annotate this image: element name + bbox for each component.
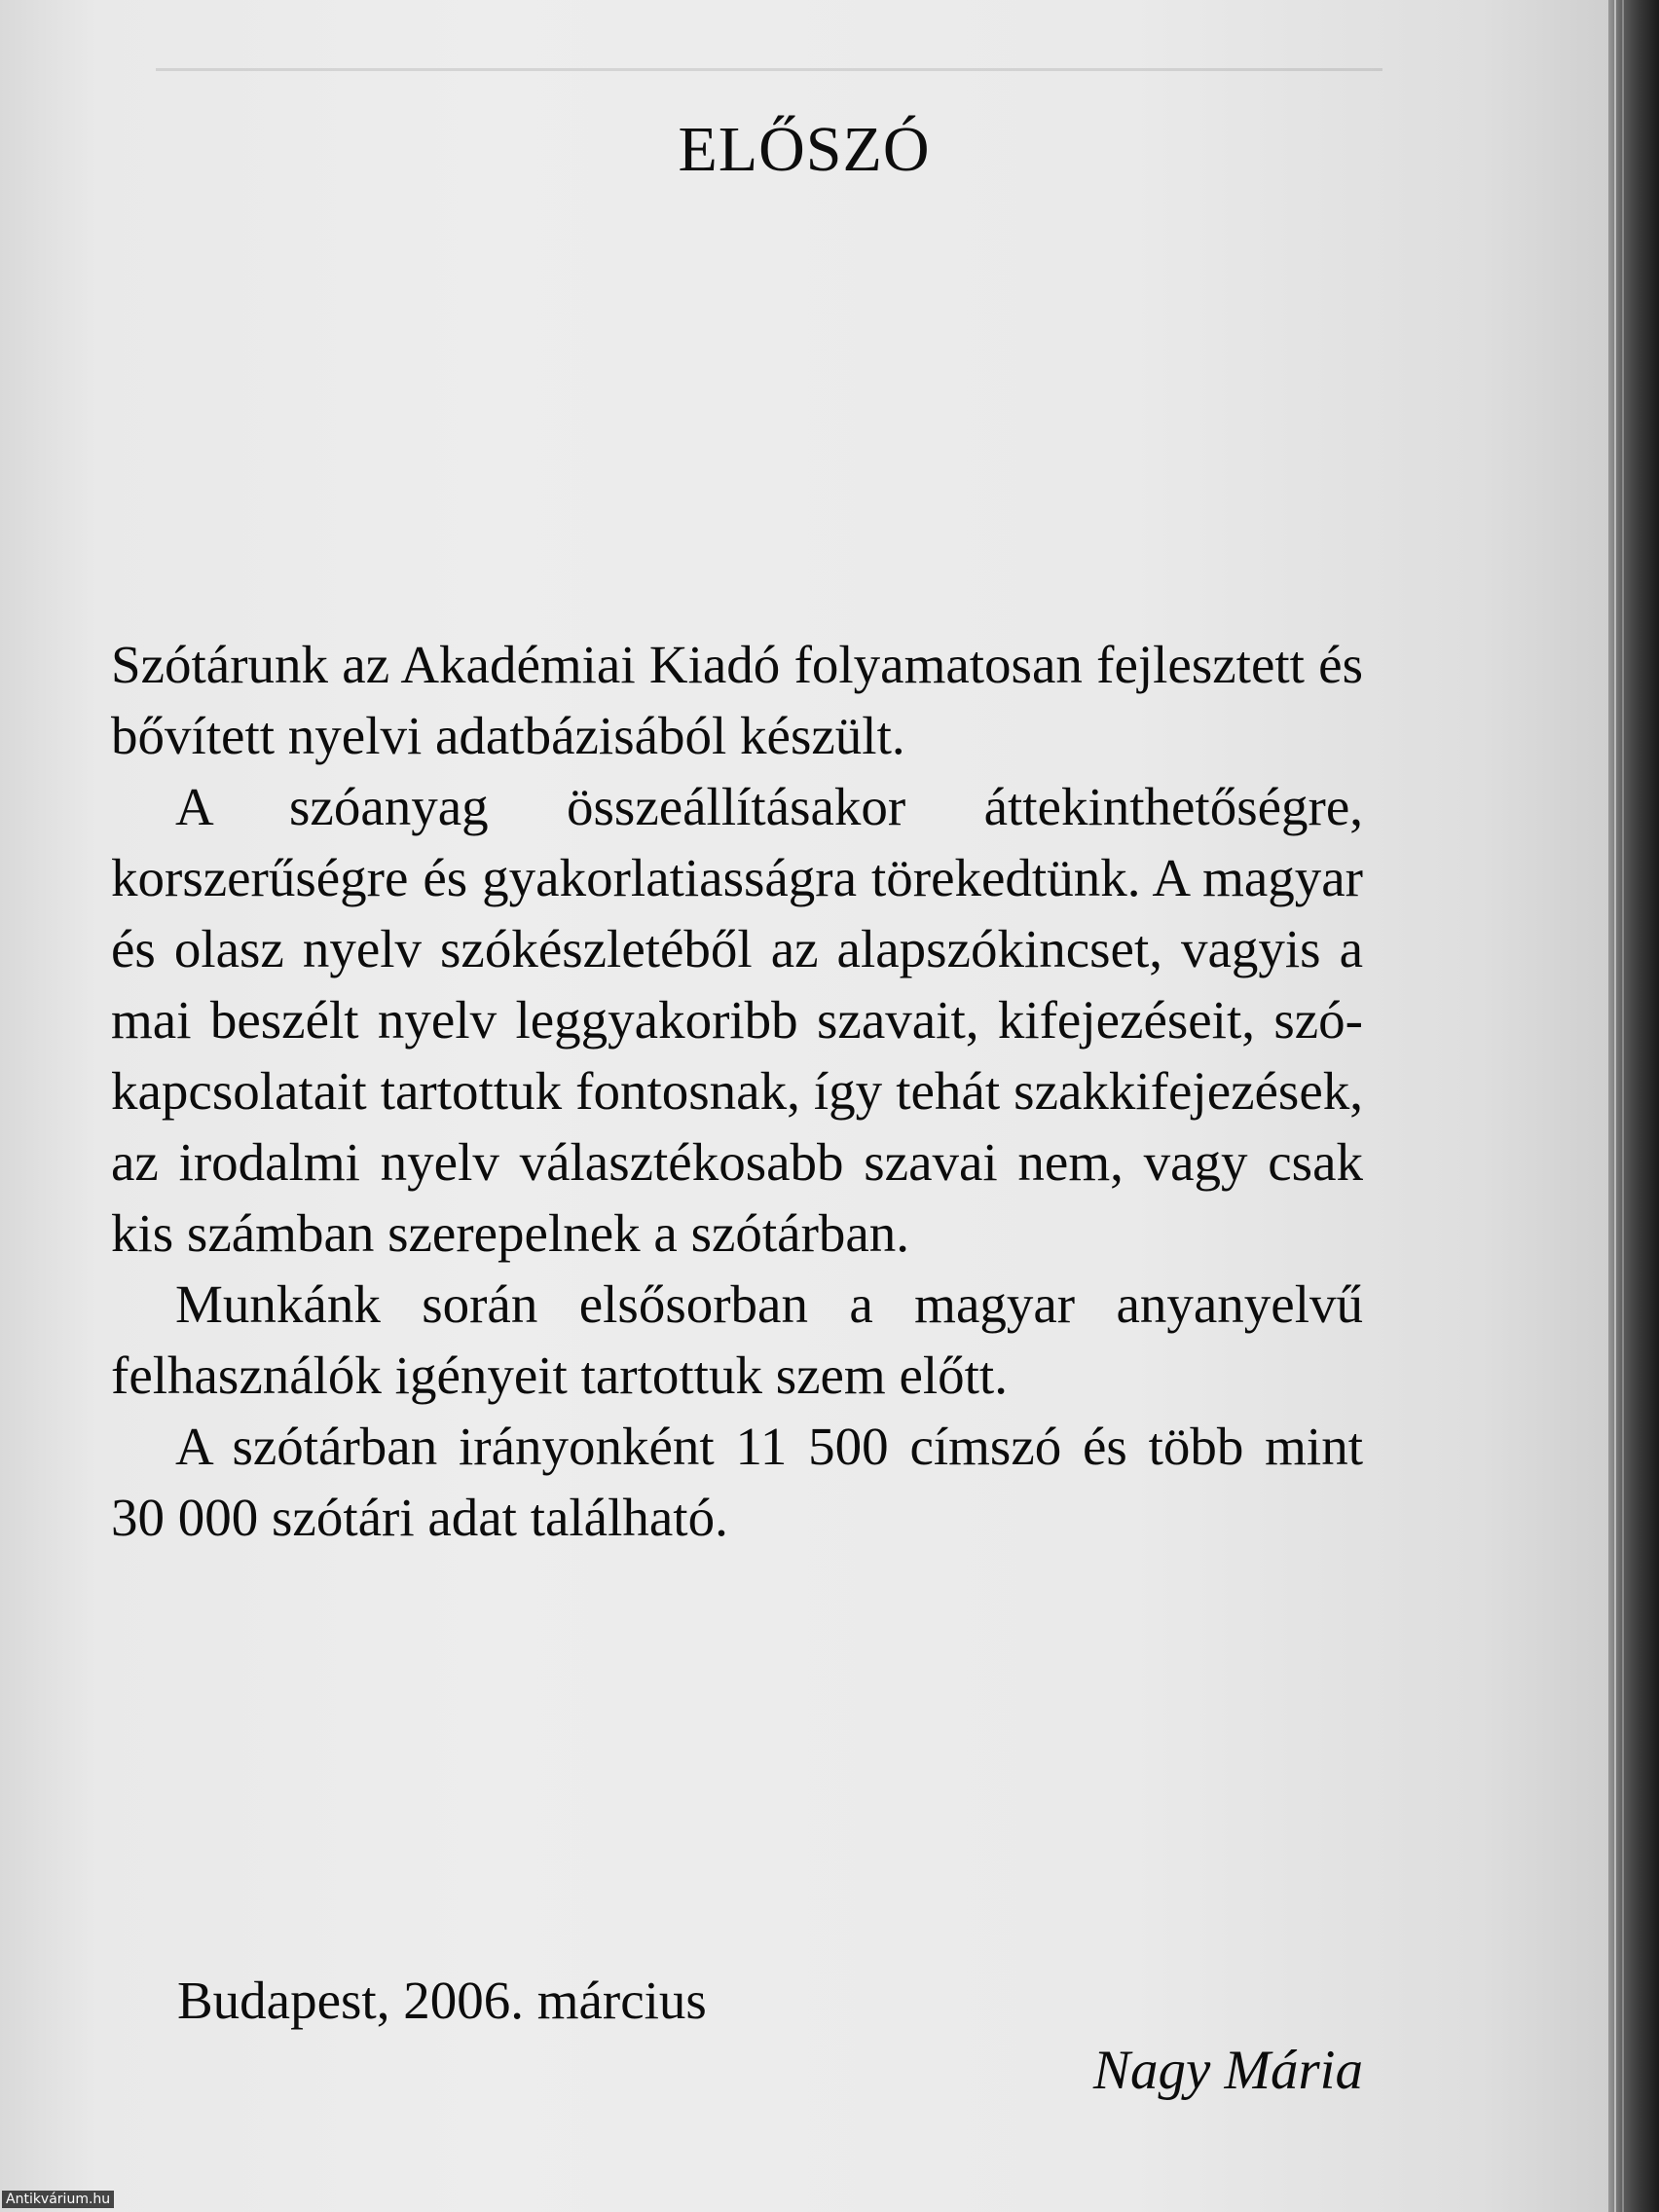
- show-through-rule: [156, 68, 1382, 71]
- paragraph-2: A szóanyag összeállításakor áttekinthetőségre, korszerűségre és gyakorlatiasságra törekedtünk. A magyar és olasz nyelv szókészletéből az alapszókincset, vagyis a mai beszélt nyelv leggyakoribb szavait, kifejezéseit, szókapcsolatait tartottuk fontosnak, így tehát szakkifejezések, az irodalmi nyelv választékosabb szavai nem, vagy csak kis számban szerepelnek a szótárban.: [111, 777, 1363, 1263]
- place-and-date: Budapest, 2006. március: [177, 1971, 707, 2030]
- page-edge-line: [1622, 0, 1624, 2212]
- preface-body: [111, 629, 1363, 1553]
- paragraph-3: Munkánk során elsősorban a magyar anyanyelvű felhasználók igényeit tartottuk szem előtt.: [111, 1274, 1363, 1405]
- author-signature: Nagy Mária: [1092, 2040, 1363, 2101]
- page-title: ELŐSZÓ: [678, 114, 931, 185]
- page-edge-line: [1614, 0, 1616, 2212]
- page-edge: [1608, 0, 1659, 2212]
- paragraph-4: A szótárban irányonként 11 500 címszó és több mint 30 000 szótári adat található.: [111, 1417, 1363, 1547]
- paragraph-1: Szótárunk az Akadémiai Kiadó folyamatosan fejlesztett és bővített nyelvi adatbázisából készült.: [111, 635, 1363, 765]
- site-watermark: Antikvárium.hu: [2, 2191, 114, 2208]
